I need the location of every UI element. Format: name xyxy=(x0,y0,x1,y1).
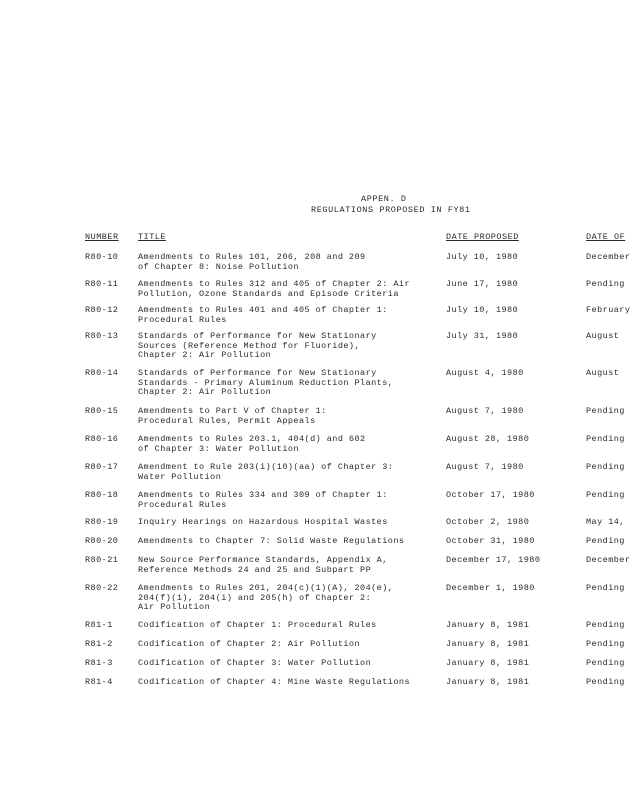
regulation-number: R80-22 xyxy=(85,583,119,593)
date-status: Pending xyxy=(586,279,625,289)
regulation-title: Codification of Chapter 4: Mine Waste Regulations xyxy=(138,677,410,687)
regulation-number: R80-10 xyxy=(85,252,119,262)
regulation-title: Amendment to Rule 203(i)(10)(aa) of Chapter 3: Water Pollution xyxy=(138,462,394,482)
date-proposed: June 17, 1980 xyxy=(446,279,519,289)
regulation-title: Standards of Performance for New Stationary Standards - Primary Aluminum Reduction Plants, Chapter 2: Air Pollution xyxy=(138,368,394,397)
regulation-number: R80-12 xyxy=(85,305,119,315)
regulation-title: Codification of Chapter 2: Air Pollution xyxy=(138,639,361,649)
date-proposed: January 8, 1981 xyxy=(446,639,530,649)
regulation-title: Amendments to Rules 201, 204(c)(1)(A), 204(e), 204(f)(1), 204(i) and 205(h) of Chapter 2: Air Pollution xyxy=(138,583,394,612)
regulation-number: R80-20 xyxy=(85,536,119,546)
regulation-title: Amendments to Part V of Chapter 1: Procedural Rules, Permit Appeals xyxy=(138,406,327,426)
date-proposed: January 8, 1981 xyxy=(446,658,530,668)
document-title: REGULATIONS PROPOSED IN FY81 xyxy=(311,205,471,215)
date-proposed: August 4, 1980 xyxy=(446,368,524,378)
column-header-title: TITLE xyxy=(138,232,167,242)
regulation-title: Codification of Chapter 3: Water Pollution xyxy=(138,658,372,668)
date-status: Pending xyxy=(586,434,625,444)
date-proposed: January 8, 1981 xyxy=(446,620,530,630)
date-proposed: July 10, 1980 xyxy=(446,252,519,262)
regulation-number: R80-17 xyxy=(85,462,119,472)
regulation-title: Amendments to Rules 401 and 405 of Chapter 1: Procedural Rules xyxy=(138,305,388,325)
date-proposed: July 31, 1980 xyxy=(446,331,519,341)
regulation-title: Amendments to Rules 312 and 405 of Chapter 2: Air Pollution, Ozone Standards and Episode Criteria xyxy=(138,279,410,299)
regulation-number: R81-4 xyxy=(85,677,113,687)
date-status: May 14, xyxy=(586,517,625,527)
regulation-number: R80-18 xyxy=(85,490,119,500)
date-proposed: October 31, 1980 xyxy=(446,536,535,546)
regulation-number: R80-15 xyxy=(85,406,119,416)
date-status: December xyxy=(586,252,630,262)
regulation-number: R81-3 xyxy=(85,658,113,668)
date-proposed: August 28, 1980 xyxy=(446,434,530,444)
date-proposed: August 7, 1980 xyxy=(446,462,524,472)
column-header-number: NUMBER xyxy=(85,232,119,242)
date-status: August xyxy=(586,331,620,341)
regulation-title: Amendments to Rules 203.1, 404(d) and 602 of Chapter 3: Water Pollution xyxy=(138,434,366,454)
date-proposed: July 10, 1980 xyxy=(446,305,519,315)
date-status: December xyxy=(586,555,630,565)
regulation-number: R80-19 xyxy=(85,517,119,527)
regulation-title: Amendments to Chapter 7: Solid Waste Regulations xyxy=(138,536,405,546)
regulation-title: Codification of Chapter 1: Procedural Rules xyxy=(138,620,377,630)
appendix-heading: APPEN. D xyxy=(361,194,407,204)
regulation-number: R80-13 xyxy=(85,331,119,341)
date-proposed: December 17, 1980 xyxy=(446,555,541,565)
regulation-number: R81-1 xyxy=(85,620,113,630)
date-status: August xyxy=(586,368,620,378)
date-status: Pending xyxy=(586,462,625,472)
date-status: Pending xyxy=(586,406,625,416)
date-proposed: August 7, 1980 xyxy=(446,406,524,416)
date-proposed: October 2, 1980 xyxy=(446,517,530,527)
date-status: Pending xyxy=(586,536,625,546)
date-status: Pending xyxy=(586,620,625,630)
regulation-number: R80-21 xyxy=(85,555,119,565)
regulation-number: R80-14 xyxy=(85,368,119,378)
column-header-date-of: DATE OF xyxy=(586,232,626,242)
regulation-number: R81-2 xyxy=(85,639,113,649)
date-status: Pending xyxy=(586,490,625,500)
date-proposed: December 1, 1980 xyxy=(446,583,535,593)
date-status: Pending xyxy=(586,677,625,687)
date-proposed: October 17, 1980 xyxy=(446,490,535,500)
regulation-title: Amendments to Rules 101, 206, 208 and 209 of Chapter 8: Noise Pollution xyxy=(138,252,366,272)
regulation-number: R80-11 xyxy=(85,279,119,289)
regulation-number: R80-16 xyxy=(85,434,119,444)
date-status: Pending xyxy=(586,583,625,593)
column-header-date-proposed: DATE PROPOSED xyxy=(446,232,519,242)
regulation-title: Standards of Performance for New Stationary Sources (Reference Method for Fluoride), Chapter 2: Air Pollution xyxy=(138,331,377,360)
regulation-title: Inquiry Hearings on Hazardous Hospital Wastes xyxy=(138,517,388,527)
date-proposed: January 8, 1981 xyxy=(446,677,530,687)
date-status: Pending xyxy=(586,639,625,649)
regulation-title: Amendments to Rules 334 and 309 of Chapter 1: Procedural Rules xyxy=(138,490,388,510)
date-status: Pending xyxy=(586,658,625,668)
regulation-title: New Source Performance Standards, Appendix A, Reference Methods 24 and 25 and Subpart PP xyxy=(138,555,388,575)
date-status: February xyxy=(586,305,630,315)
